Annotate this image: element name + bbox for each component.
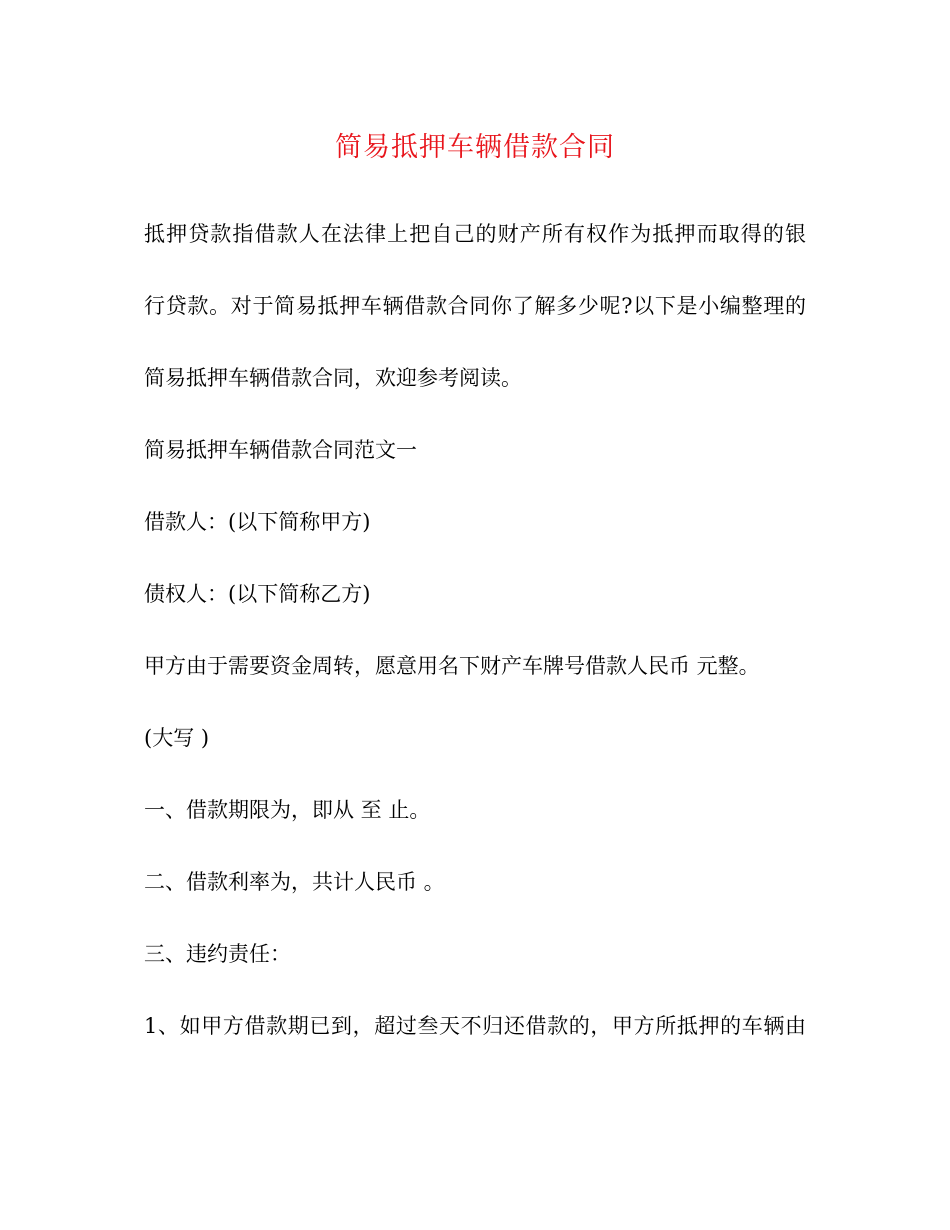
paragraph-line: 甲方由于需要资金周转，愿意用名下财产车牌号借款人民币 元整。	[144, 654, 760, 678]
clause-line: 二、借款利率为，共计人民币 。	[144, 870, 445, 894]
section-heading: 简易抵押车辆借款合同范文一	[144, 438, 417, 462]
document-title: 简易抵押车辆借款合同	[335, 132, 615, 163]
paragraph-line: (大写 )	[144, 726, 210, 750]
paragraph-line: 行贷款。对于简易抵押车辆借款合同你了解多少呢?以下是小编整理的	[144, 294, 806, 318]
clause-line: 一、借款期限为，即从 至 止。	[144, 798, 431, 822]
creditor-line: 债权人：(以下简称乙方)	[144, 582, 371, 606]
clause-line: 1、如甲方借款期已到，超过叁天不归还借款的，甲方所抵押的车辆由	[144, 1014, 806, 1038]
paragraph-line: 抵押贷款指借款人在法律上把自己的财产所有权作为抵押而取得的银	[144, 222, 806, 246]
clause-line: 三、违约责任：	[144, 942, 291, 966]
paragraph-line: 简易抵押车辆借款合同，欢迎参考阅读。	[144, 366, 522, 390]
borrower-line: 借款人：(以下简称甲方)	[144, 510, 371, 534]
